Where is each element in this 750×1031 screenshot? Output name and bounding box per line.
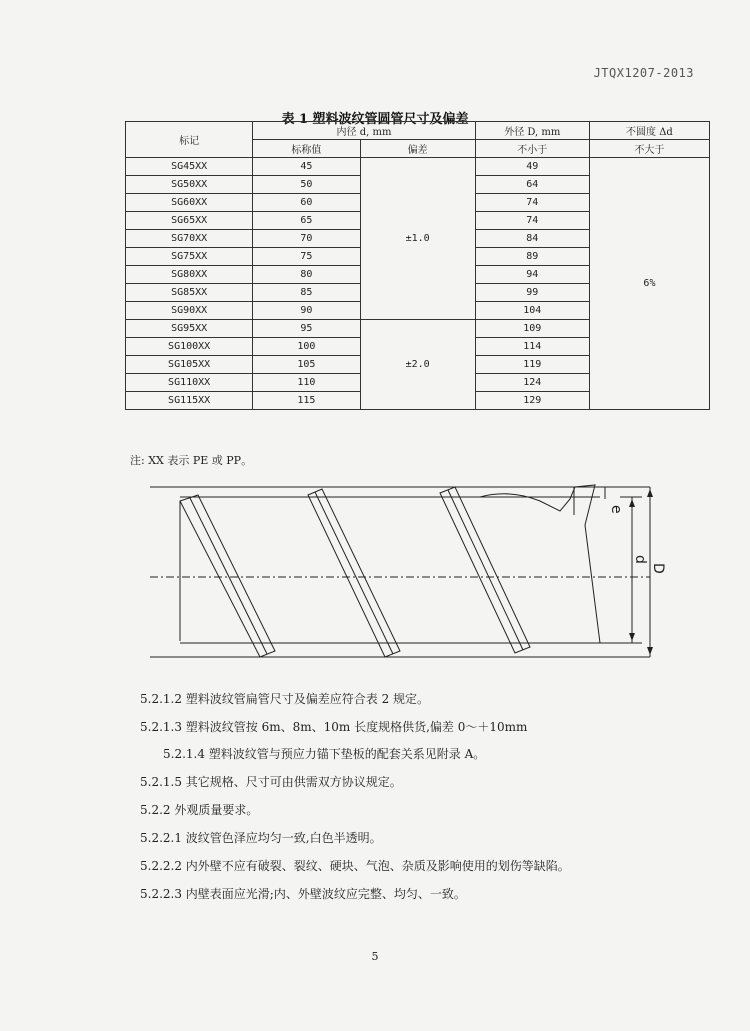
cell-nominal: 50: [253, 176, 360, 194]
header-not-greater: 不大于: [589, 140, 709, 158]
cell-mark: SG95XX: [126, 320, 253, 338]
page-number: 5: [371, 950, 379, 963]
cell-outer-diameter: 49: [475, 158, 589, 176]
paragraph-5-2-2-2: 5.2.2.2 内外壁不应有破裂、裂纹、硬块、气泡、杂质及影响使用的划伤等缺陷。: [140, 859, 570, 873]
cell-nominal: 60: [253, 194, 360, 212]
cell-mark: SG65XX: [126, 212, 253, 230]
table-row: [126, 158, 710, 176]
cell-nominal: 105: [253, 356, 360, 374]
cell-mark: SG70XX: [126, 230, 253, 248]
cell-outer-diameter: 124: [475, 374, 589, 392]
paragraph-5-2-1-5: 5.2.1.5 其它规格、尺寸可由供需双方协议规定。: [140, 775, 402, 789]
table-note: 注: XX 表示 PE 或 PP。: [130, 454, 253, 467]
cell-mark: SG50XX: [126, 176, 253, 194]
cell-mark: SG45XX: [126, 158, 253, 176]
paragraph-5-2-2-3: 5.2.2.3 内壁表面应光滑;内、外壁波纹应完整、均匀、一致。: [140, 887, 466, 901]
cell-outer-diameter: 114: [475, 338, 589, 356]
cell-mark: SG75XX: [126, 248, 253, 266]
cell-deviation-group2: ±2.0: [360, 320, 475, 410]
table-title: 表 1 塑料波纹管圆管尺寸及偏差: [281, 112, 469, 127]
cell-outer-diameter: 74: [475, 212, 589, 230]
cell-nominal: 100: [253, 338, 360, 356]
cell-nominal: 85: [253, 284, 360, 302]
cell-mark: SG115XX: [126, 392, 253, 410]
cell-outer-diameter: 89: [475, 248, 589, 266]
header-inner-diameter: 内径 d, mm: [253, 122, 475, 140]
paragraph-5-2-1-4: 5.2.1.4 塑料波纹管与预应力锚下垫板的配套关系见附录 A。: [163, 747, 486, 761]
cell-outer-diameter: 119: [475, 356, 589, 374]
label-e: e: [608, 505, 624, 514]
header-deviation: 偏差: [360, 140, 475, 158]
cell-outer-diameter: 64: [475, 176, 589, 194]
cell-outer-diameter: 94: [475, 266, 589, 284]
cell-outer-diameter: 84: [475, 230, 589, 248]
cell-mark: SG110XX: [126, 374, 253, 392]
cut-section: [480, 485, 600, 643]
cell-ovality: 6%: [589, 158, 709, 410]
paragraph-5-2-2: 5.2.2 外观质量要求。: [140, 803, 259, 817]
cell-nominal: 45: [253, 158, 360, 176]
cell-outer-diameter: 109: [475, 320, 589, 338]
cell-nominal: 110: [253, 374, 360, 392]
cell-mark: SG90XX: [126, 302, 253, 320]
cell-nominal: 70: [253, 230, 360, 248]
cell-outer-diameter: 129: [475, 392, 589, 410]
label-d: d: [632, 555, 648, 564]
label-D: D: [650, 563, 666, 574]
corrugated-pipe-diagram: [150, 475, 680, 675]
cell-outer-diameter: 99: [475, 284, 589, 302]
cell-nominal: 115: [253, 392, 360, 410]
table-body: [126, 158, 710, 410]
paragraph-5-2-1-2: 5.2.1.2 塑料波纹管扁管尺寸及偏差应符合表 2 规定。: [140, 692, 430, 706]
cell-nominal: 90: [253, 302, 360, 320]
cell-nominal: 65: [253, 212, 360, 230]
header-ovality: 不圆度 Δd: [589, 122, 709, 140]
cell-nominal: 75: [253, 248, 360, 266]
document-code: JTQX1207-2013: [593, 66, 694, 80]
header-mark: 标记: [126, 122, 253, 158]
paragraph-5-2-2-1: 5.2.2.1 波纹管色泽应均匀一致,白色半透明。: [140, 831, 382, 845]
cell-nominal: 80: [253, 266, 360, 284]
cell-mark: SG80XX: [126, 266, 253, 284]
cell-mark: SG85XX: [126, 284, 253, 302]
cell-outer-diameter: 104: [475, 302, 589, 320]
cell-outer-diameter: 74: [475, 194, 589, 212]
cell-deviation-group1: ±1.0: [360, 158, 475, 320]
cell-mark: SG60XX: [126, 194, 253, 212]
spec-table: [125, 121, 710, 410]
header-nominal: 标称值: [253, 140, 360, 158]
cell-mark: SG105XX: [126, 356, 253, 374]
spiral-ribs: [180, 487, 530, 657]
header-outer-diameter: 外径 D, mm: [475, 122, 589, 140]
paragraph-5-2-1-3: 5.2.1.3 塑料波纹管按 6m、8m、10m 长度规格供货,偏差 0～＋10mm: [140, 720, 528, 734]
cell-nominal: 95: [253, 320, 360, 338]
cell-mark: SG100XX: [126, 338, 253, 356]
header-not-less: 不小于: [475, 140, 589, 158]
